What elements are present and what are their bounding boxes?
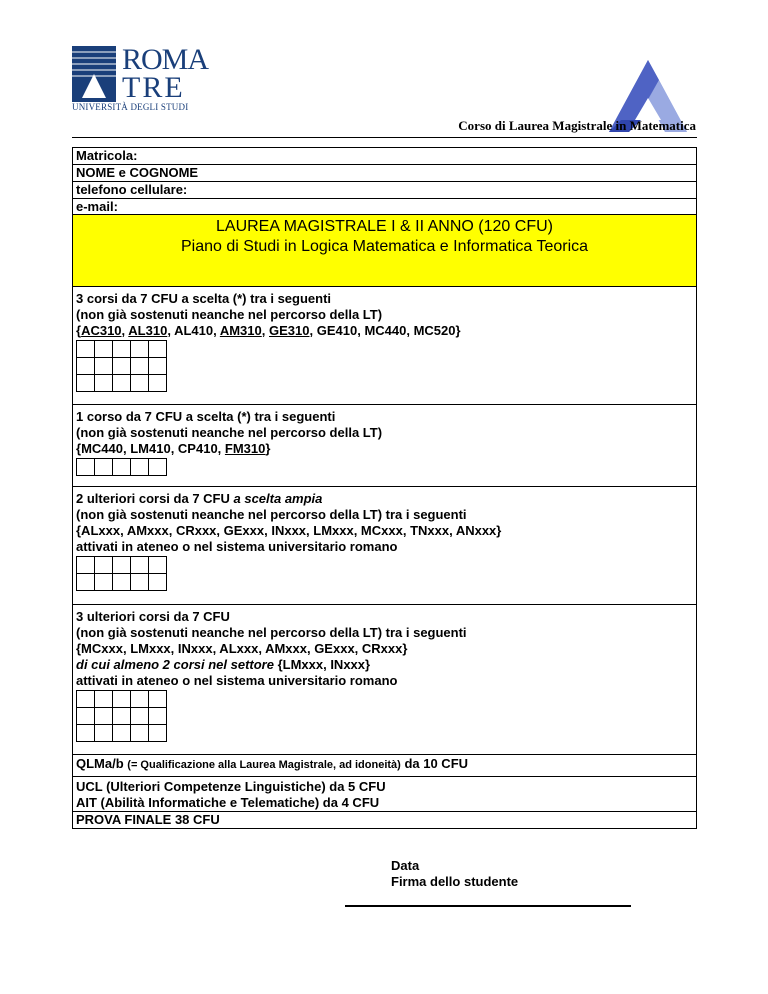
signature-label: Firma dello studente	[391, 874, 519, 889]
signature-block	[391, 858, 518, 890]
section-4: 3 ulteriori corsi da 7 CFU (non già sostenuti neanche nel percorso della LT) tra i seguenti {MCxxx, LMxxx, INxxx, ALxxx, AMxxx, GExxx, CRxxx} di cui almeno 2 corsi nel settore {LMxxx, INxxx} attivati in ateneo o nel sistema universitario romano	[73, 605, 696, 755]
logo-emblem-icon	[72, 46, 116, 102]
extras-row	[73, 777, 696, 812]
course-code-grid-3[interactable]	[76, 556, 167, 591]
section-2: 1 corso da 7 CFU a scelta (*) tra i seguenti (non già sostenuti neanche nel percorso della LT) {MC440, LM410, CP410, FM310}	[73, 405, 696, 487]
ait-line: AIT (Abilità Informatiche e Telematiche) da 4 CFU	[76, 795, 380, 810]
phone-field[interactable]: telefono cellulare:	[73, 182, 696, 199]
signature-line[interactable]	[345, 905, 631, 907]
plan-title: LAUREA MAGISTRALE I & II ANNO (120 CFU)	[216, 218, 553, 235]
qlm-row: QLMa/b (= Qualificazione alla Laurea Magistrale, ad idoneità) da 10 CFU	[73, 755, 696, 777]
course-list-1: {AC310, AL310, AL410, AM310, GE310, GE410, MC440, MC520}	[76, 323, 461, 338]
university-logo	[72, 43, 209, 112]
plan-title-banner	[73, 215, 696, 287]
course-title: Corso di Laurea Magistrale in Matematica	[458, 118, 696, 133]
logo-subtitle: UNIVERSITÀ DEGLI STUDI	[72, 102, 189, 112]
name-field[interactable]: NOME e COGNOME	[73, 165, 696, 182]
course-code-grid-4[interactable]	[76, 690, 167, 742]
date-label: Data	[391, 858, 420, 873]
matricola-field[interactable]: Matricola:	[73, 148, 696, 165]
ucl-line: UCL (Ulteriori Competenze Linguistiche) da 5 CFU	[76, 779, 386, 794]
logo-wordmark: ROMA TRE	[122, 43, 209, 104]
final-exam-row: PROVA FINALE 38 CFU	[76, 812, 220, 827]
course-code-grid-1[interactable]	[76, 340, 167, 392]
section-3: 2 ulteriori corsi da 7 CFU a scelta ampia (non già sostenuti neanche nel percorso della LT) tra i seguenti {ALxxx, AMxxx, CRxxx, GExxx, INxxx, LMxxx, MCxxx, TNxxx, ANxxx} attivati in ateneo o nel sistema universitario romano	[73, 487, 696, 605]
course-list-2: {MC440, LM410, CP410, FM310}	[76, 441, 271, 456]
study-plan-form	[72, 147, 697, 829]
plan-subtitle: Piano di Studi in Logica Matematica e Informatica Teorica	[180, 238, 589, 255]
section-1: 3 corsi da 7 CFU a scelta (*) tra i seguenti (non già sostenuti neanche nel percorso della LT) {AC310, AL310, AL410, AM310, GE310, GE410, MC440, MC520}	[73, 287, 696, 405]
email-field[interactable]: e-mail:	[73, 199, 696, 215]
header-divider	[72, 137, 697, 138]
course-code-grid-2[interactable]	[76, 458, 167, 476]
